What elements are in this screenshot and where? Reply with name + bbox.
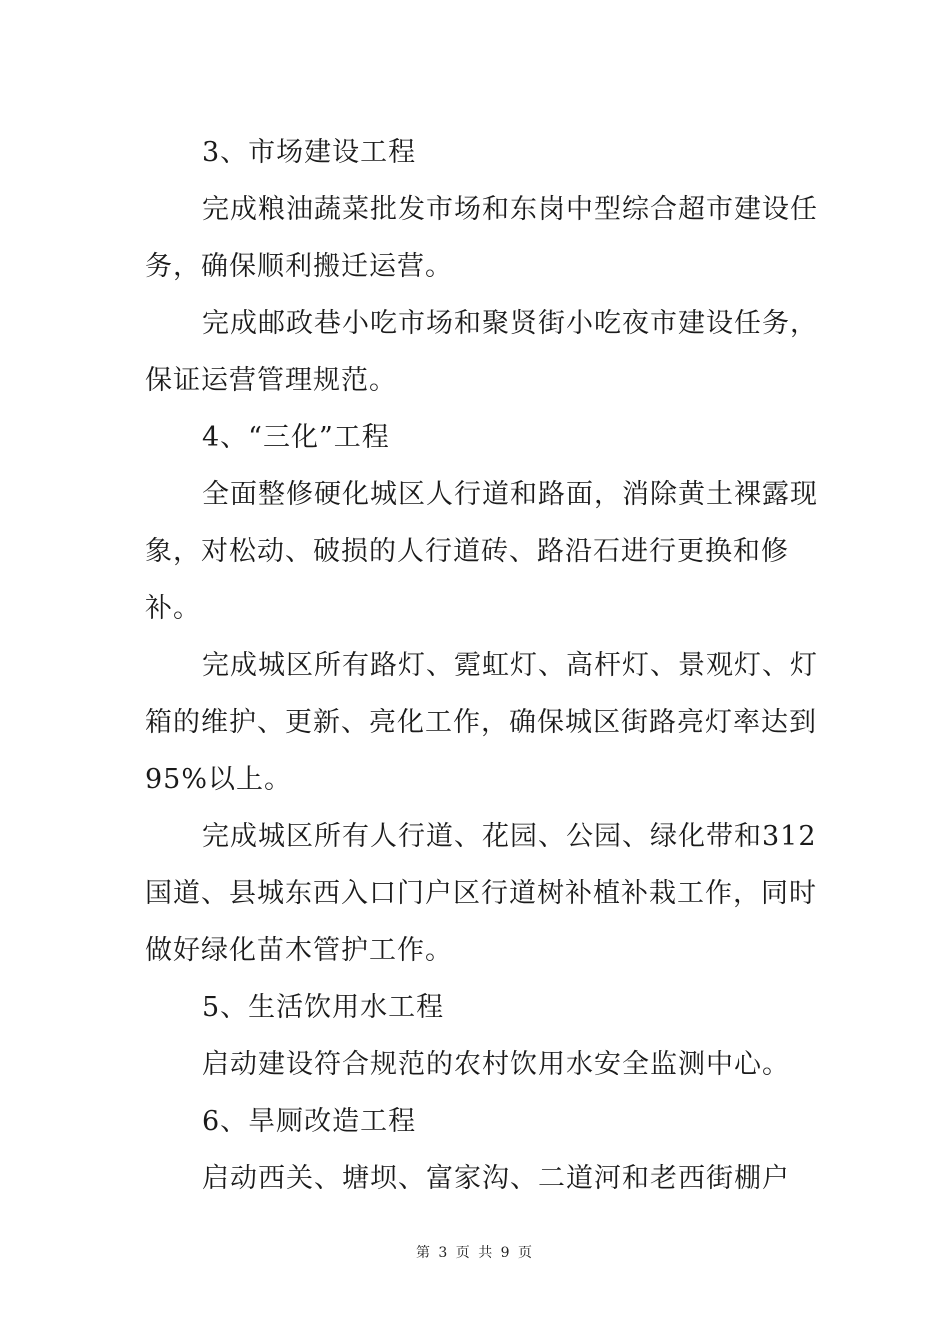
heading-drinking-water: 5、生活饮用水工程 bbox=[202, 992, 445, 1023]
paragraph: 启动建设符合规范的农村饮用水安全监测中心。 bbox=[202, 1049, 790, 1080]
paragraph: 全面整修硬化城区人行道和路面，消除黄土裸露现象，对松动、破损的人行道砖、路沿石进行更换和修补。 bbox=[145, 479, 818, 624]
heading-market-construction: 3、市场建设工程 bbox=[202, 137, 417, 168]
page-number: 第 3 页 共 9 页 bbox=[415, 1245, 535, 1261]
paragraph: 完成邮政巷小吃市场和聚贤街小吃夜市建设任务，保证运营管理规范。 bbox=[145, 308, 818, 396]
heading-three-transformations: 4、“三化”工程 bbox=[202, 422, 390, 453]
paragraph: 启动西关、塘坝、富家沟、二道河和老西街棚户 bbox=[202, 1163, 790, 1194]
paragraph: 完成粮油蔬菜批发市场和东岗中型综合超市建设任务，确保顺利搬迁运营。 bbox=[145, 194, 818, 282]
paragraph: 完成城区所有路灯、霓虹灯、高杆灯、景观灯、灯箱的维护、更新、亮化工作，确保城区街路亮灯率达到95%以上。 bbox=[145, 650, 818, 795]
paragraph: 完成城区所有人行道、花园、公园、绿化带和312国道、县城东西入口门户区行道树补植补栽工作，同时做好绿化苗木管护工作。 bbox=[145, 821, 817, 966]
heading-toilet-renovation: 6、旱厕改造工程 bbox=[202, 1106, 417, 1137]
document-body bbox=[145, 124, 825, 1207]
